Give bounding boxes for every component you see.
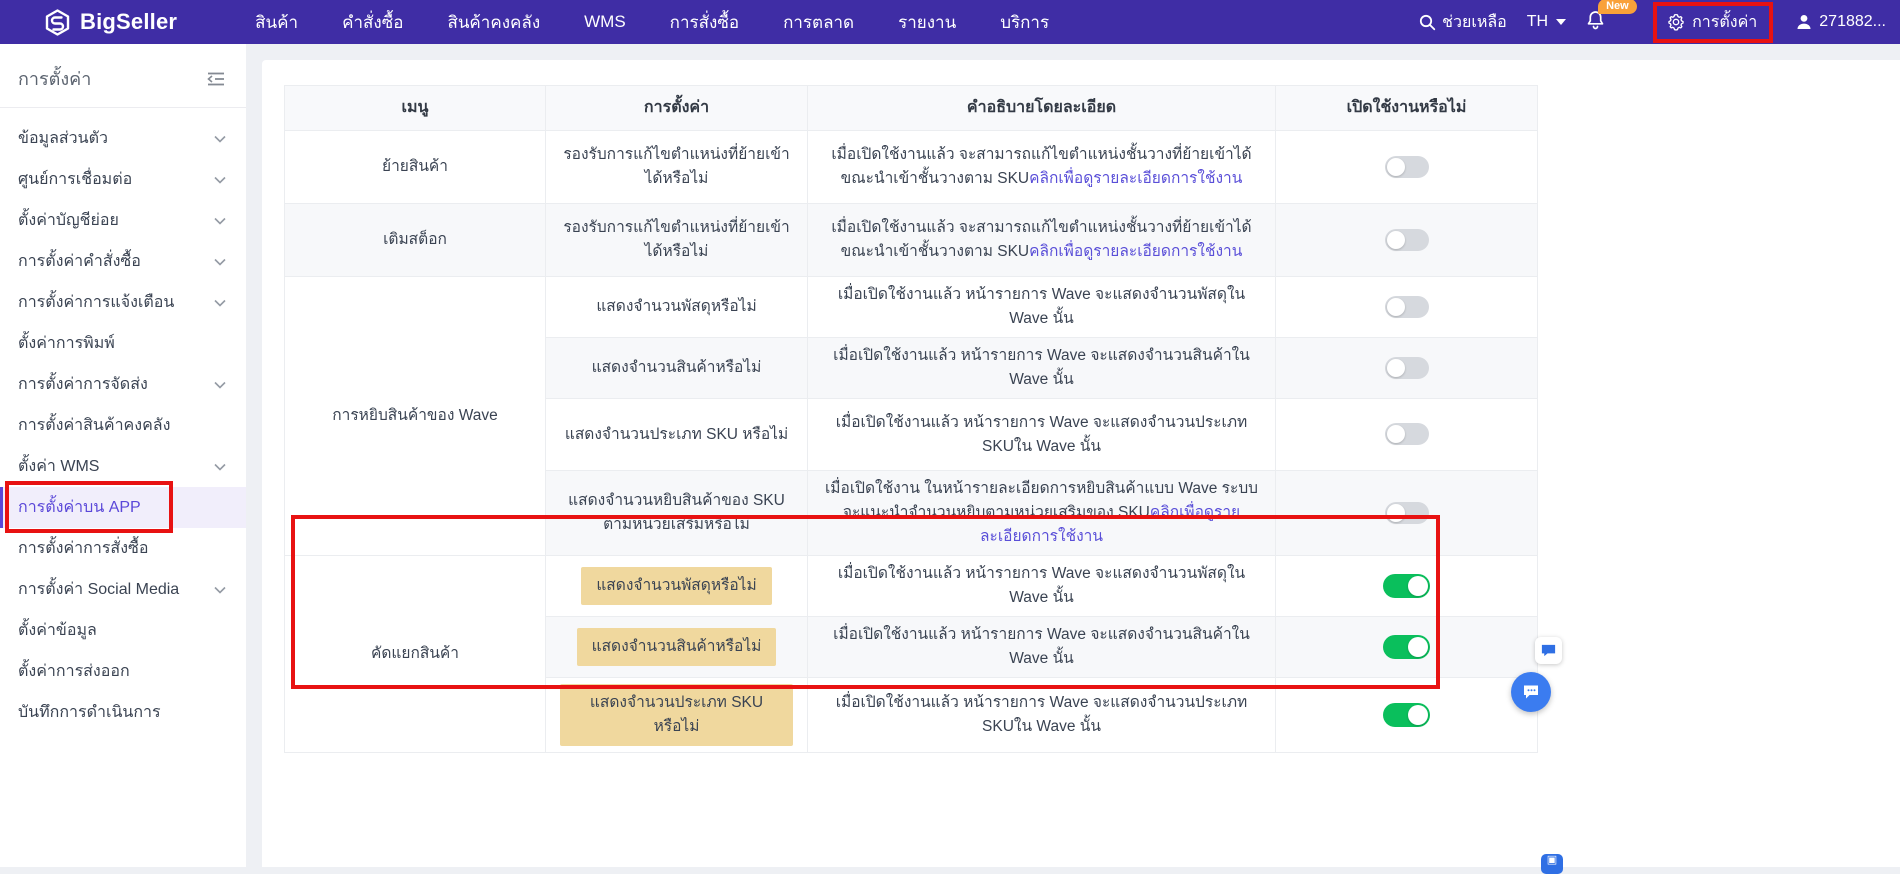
sidebar-item-data-settings[interactable] — [0, 610, 246, 651]
nav-orders[interactable]: คำสั่งซื้อ — [342, 12, 404, 32]
setting-cell: รองรับการแก้ไขตำแหน่งที่ย้ายเข้าได้หรือไม่ — [546, 131, 808, 204]
highlighted-setting-chip: แสดงจำนวนพัสดุหรือไม่ — [581, 567, 771, 605]
desc-cell — [808, 204, 1276, 277]
setting-cell: แสดงจำนวนหยิบสินค้าของ SKU ตามหน่วยเสริมหรือไม่ — [546, 471, 808, 556]
help-label: ช่วยเหลือ — [1442, 13, 1507, 31]
toggle-cell — [1276, 277, 1538, 338]
setting-cell — [546, 617, 808, 678]
main-content — [246, 44, 1900, 867]
bigseller-logo-icon — [44, 9, 71, 36]
sidebar-item-label: การตั้งค่าการจัดส่ง — [18, 376, 148, 393]
setting-cell: แสดงจำนวนประเภท SKU หรือไม่ — [546, 399, 808, 471]
sidebar-title: การตั้งค่า — [18, 69, 92, 89]
sidebar-item-order-settings[interactable] — [0, 241, 246, 282]
toggle-knob — [1387, 504, 1405, 522]
chevron-down-icon — [214, 381, 226, 389]
desc-cell: เมื่อเปิดใช้งานแล้ว หน้ารายการ Wave จะแสดงจำนวนประเภท SKUใน Wave นั้น — [808, 399, 1276, 471]
toggle-cell — [1276, 338, 1538, 399]
table-row — [285, 131, 1538, 204]
chat-icon — [1521, 682, 1541, 702]
desc-cell: เมื่อเปิดใช้งานแล้ว หน้ารายการ Wave จะแสดงจำนวนสินค้าใน Wave นั้น — [808, 617, 1276, 678]
sidebar-item-social-media-settings[interactable] — [0, 569, 246, 610]
messenger-icon: ▣ — [1546, 854, 1558, 866]
sidebar-item-personal-info[interactable] — [0, 118, 246, 159]
col-header-menu: เมนู — [285, 86, 546, 131]
highlighted-setting-chip: แสดงจำนวนประเภท SKU หรือไม่ — [560, 684, 793, 746]
toggle-knob — [1387, 425, 1405, 443]
nav-reports[interactable]: รายงาน — [898, 12, 957, 32]
top-navbar — [0, 0, 1900, 44]
toggle-sorting-show-sku-types[interactable] — [1383, 703, 1430, 727]
table-row — [285, 277, 1538, 338]
nav-inventory[interactable]: สินค้าคงคลัง — [447, 12, 541, 32]
menu-group-cell-wave-picking: การหยิบสินค้าของ Wave — [285, 277, 546, 556]
sidebar-item-label: ตั้งค่าการส่งออก — [18, 663, 130, 680]
toggle-move-product[interactable] — [1385, 156, 1429, 178]
menu-cell: เติมสต็อก — [285, 204, 546, 277]
chevron-down-icon — [214, 258, 226, 266]
sidebar-item-label: การตั้งค่าสินค้าคงคลัง — [18, 417, 171, 434]
sidebar-menu — [0, 108, 246, 733]
col-header-enabled: เปิดใช้งานหรือไม่ — [1276, 86, 1538, 131]
toggle-cell — [1276, 131, 1538, 204]
col-header-description: คำอธิบายโดยละเอียด — [808, 86, 1276, 131]
sidebar-item-label: การตั้งค่าการแจ้งเตือน — [18, 294, 175, 311]
chat-bubble-icon — [1540, 642, 1557, 659]
setting-cell: แสดงจำนวนพัสดุหรือไม่ — [546, 277, 808, 338]
chevron-down-icon — [214, 586, 226, 594]
sidebar-item-label: ตั้งค่าข้อมูล — [18, 622, 97, 639]
sidebar-item-label: ตั้งค่าการพิมพ์ — [18, 335, 115, 352]
toggle-cell — [1276, 678, 1538, 753]
sidebar-item-label: บันทึกการดำเนินการ — [18, 704, 161, 721]
settings-button[interactable]: การตั้งค่า — [1692, 13, 1758, 31]
sidebar-collapse-icon[interactable] — [206, 71, 226, 87]
toggle-knob — [1387, 231, 1405, 249]
col-header-setting: การตั้งค่า — [546, 86, 808, 131]
sidebar-item-export-settings[interactable] — [0, 651, 246, 692]
desc-cell: เมื่อเปิดใช้งานแล้ว หน้ารายการ Wave จะแสดงจำนวนประเภท SKUใน Wave นั้น — [808, 678, 1276, 753]
setting-cell — [546, 678, 808, 753]
toggle-cell — [1276, 399, 1538, 471]
language-label: TH — [1526, 13, 1549, 30]
desc-cell: เมื่อเปิดใช้งานแล้ว หน้ารายการ Wave จะแสดงจำนวนพัสดุใน Wave นั้น — [808, 556, 1276, 617]
toggle-sorting-show-products[interactable] — [1383, 635, 1430, 659]
toggle-knob — [1408, 705, 1428, 725]
desc-cell: เมื่อเปิดใช้งานแล้ว หน้ารายการ Wave จะแสดงจำนวนพัสดุใน Wave นั้น — [808, 277, 1276, 338]
setting-cell — [546, 556, 808, 617]
toggle-cell — [1276, 471, 1538, 556]
table-header-row — [285, 86, 1538, 131]
chevron-down-icon — [214, 176, 226, 184]
sidebar-item-label: ข้อมูลส่วนตัว — [18, 130, 108, 147]
detail-link[interactable]: คลิกเพื่อดูรายละเอียดการใช้งาน — [1029, 170, 1243, 187]
sidebar-item-label: ตั้งค่าบัญชีย่อย — [18, 212, 119, 229]
chevron-down-icon — [214, 135, 226, 143]
toggle-knob — [1387, 359, 1405, 377]
chevron-down-icon — [214, 299, 226, 307]
chevron-down-icon — [214, 463, 226, 471]
sidebar-item-purchase-settings[interactable] — [0, 528, 246, 569]
main-nav — [255, 9, 1049, 36]
table-row — [285, 556, 1538, 617]
sidebar-item-label: ตั้งค่า WMS — [18, 458, 100, 475]
toggle-cell — [1276, 204, 1538, 277]
menu-group-cell-sorting: คัดแยกสินค้า — [285, 556, 546, 753]
toggle-restock[interactable] — [1385, 229, 1429, 251]
toggle-wave-pick-by-unit[interactable] — [1385, 502, 1429, 524]
sidebar-item-operation-log[interactable] — [0, 692, 246, 733]
user-icon — [1795, 13, 1813, 31]
sidebar-item-label: การตั้งค่าการสั่งซื้อ — [18, 540, 149, 557]
notifications-button[interactable] — [1586, 0, 1629, 35]
desc-text: เมื่อเปิดใช้งาน ในหน้ารายละเอียดการหยิบสินค้าแบบ Wave ระบบจะแนะนำจำนวนหยิบตามหน่วยเสริมของ SKU — [825, 480, 1258, 522]
help-button[interactable] — [1419, 10, 1507, 35]
sidebar-item-print-settings[interactable] — [0, 323, 246, 364]
toggle-cell — [1276, 556, 1538, 617]
nav-wms[interactable]: WMS — [584, 12, 626, 31]
settings-annotation-box — [1653, 2, 1773, 43]
sidebar-item-subaccount[interactable] — [0, 200, 246, 241]
toggle-wave-show-parcels[interactable] — [1385, 296, 1429, 318]
user-account[interactable] — [1795, 13, 1886, 31]
toggle-knob — [1408, 576, 1428, 596]
sidebar-item-app-settings[interactable] — [0, 487, 246, 528]
sidebar-item-shipping-settings[interactable] — [0, 364, 246, 405]
desc-text: เมื่อเปิดใช้งานแล้ว จะสามารถแก้ไขตำแหน่งชั้นวางที่ย้ายเข้าได้ขณะนำเข้าชั้นวางตาม SKU — [831, 218, 1252, 260]
setting-cell: แสดงจำนวนสินค้าหรือไม่ — [546, 338, 808, 399]
nav-services[interactable]: บริการ — [1000, 12, 1050, 32]
toggle-wave-show-products[interactable] — [1385, 357, 1429, 379]
table-row — [285, 204, 1538, 277]
messenger-widget-button[interactable] — [1541, 854, 1563, 874]
user-id: 271882... — [1819, 13, 1886, 30]
nav-purchase[interactable]: การสั่งซื้อ — [669, 12, 740, 32]
brand-logo[interactable] — [44, 9, 177, 36]
setting-cell: รองรับการแก้ไขตำแหน่งที่ย้ายเข้าได้หรือไม่ — [546, 204, 808, 277]
desc-cell — [808, 131, 1276, 204]
desc-text: เมื่อเปิดใช้งานแล้ว จะสามารถแก้ไขตำแหน่งชั้นวางที่ย้ายเข้าได้ขณะนำเข้าชั้นวางตาม SKU — [831, 145, 1252, 187]
brand-name: BigSeller — [80, 9, 178, 34]
nav-products[interactable]: สินค้า — [255, 12, 299, 32]
detail-link[interactable]: คลิกเพื่อดูรายละเอียดการใช้งาน — [1029, 243, 1243, 260]
sidebar-item-notification-settings[interactable] — [0, 282, 246, 323]
toggle-cell — [1276, 617, 1538, 678]
nav-marketing[interactable]: การตลาด — [783, 12, 855, 32]
sidebar-item-label: การตั้งค่าบน APP — [18, 499, 141, 516]
detail-link[interactable]: คลิกเพื่อดูรายละเอียดการใช้งาน — [980, 504, 1241, 546]
highlighted-setting-chip: แสดงจำนวนสินค้าหรือไม่ — [577, 628, 777, 666]
search-icon — [1419, 14, 1436, 31]
sidebar-item-inventory-settings[interactable] — [0, 405, 246, 446]
toggle-knob — [1387, 298, 1405, 316]
chat-widget-button[interactable] — [1535, 637, 1562, 664]
app-settings-table — [284, 85, 1538, 753]
menu-cell: ย้ายสินค้า — [285, 131, 546, 204]
chevron-down-icon — [214, 217, 226, 225]
toggle-wave-show-sku-types[interactable] — [1385, 423, 1429, 445]
desc-cell: เมื่อเปิดใช้งานแล้ว หน้ารายการ Wave จะแสดงจำนวนสินค้าใน Wave นั้น — [808, 338, 1276, 399]
toggle-knob — [1387, 158, 1405, 176]
sidebar-item-label: การตั้งค่า Social Media — [18, 581, 180, 598]
support-chat-button[interactable] — [1511, 672, 1551, 712]
new-badge: New — [1598, 0, 1637, 14]
toggle-knob — [1408, 637, 1428, 657]
desc-cell — [808, 471, 1276, 556]
chevron-down-icon — [1556, 19, 1566, 25]
language-selector[interactable] — [1527, 13, 1566, 31]
gear-icon — [1667, 13, 1685, 31]
sidebar-item-label: ศูนย์การเชื่อมต่อ — [18, 171, 133, 188]
sidebar-item-wms-settings[interactable] — [0, 446, 246, 487]
sidebar-item-label: การตั้งค่าคำสั่งซื้อ — [18, 253, 141, 270]
toggle-sorting-show-parcels[interactable] — [1383, 574, 1430, 598]
settings-sidebar — [0, 44, 246, 867]
settings-card — [262, 60, 1900, 867]
sidebar-item-connection-center[interactable] — [0, 159, 246, 200]
